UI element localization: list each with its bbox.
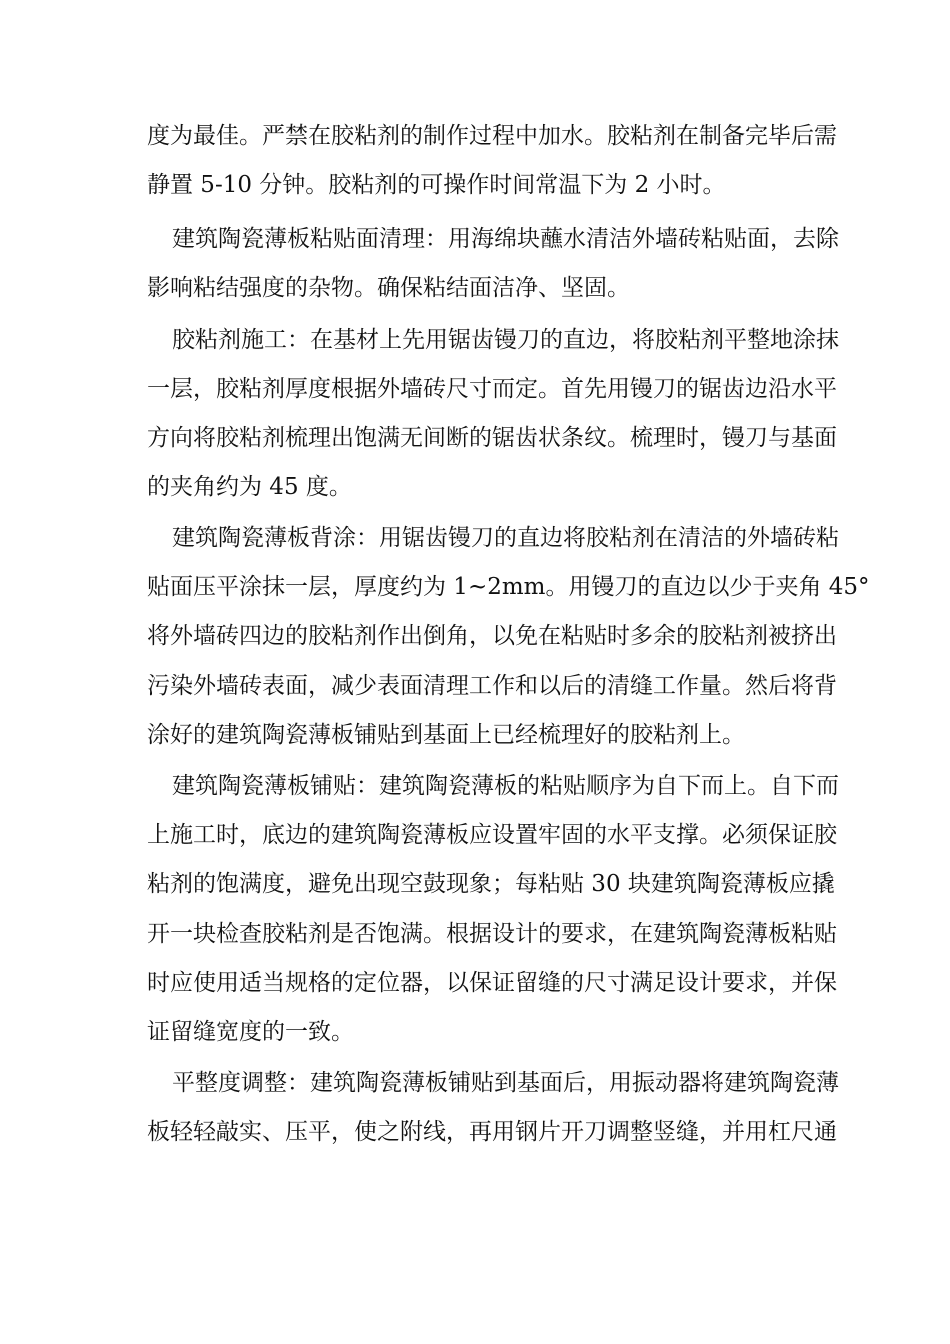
paragraph-first-line: 建筑陶瓷薄板铺贴：建筑陶瓷薄板的粘贴顺序为自下而上。自下而 [172,773,839,799]
paragraph-first-line: 建筑陶瓷薄板背涂：用锯齿镘刀的直边将胶粘剂在清洁的外墙砖粘 [172,525,839,551]
text-line: 方向将胶粘剂梳理出饱满无间断的锯齿状条纹。梳理时，镘刀与基面 [147,425,837,451]
text-line: 一层，胶粘剂厚度根据外墙砖尺寸而定。首先用镘刀的锯齿边沿水平 [147,376,837,402]
paragraph-first-line: 建筑陶瓷薄板粘贴面清理：用海绵块蘸水清洁外墙砖粘贴面，去除 [172,226,839,252]
text-line: 度为最佳。严禁在胶粘剂的制作过程中加水。胶粘剂在制备完毕后需 [147,123,837,149]
text-line: 静置 5-10 分钟。胶粘剂的可操作时间常温下为 2 小时。 [147,172,726,198]
text-line: 时应使用适当规格的定位器，以保证留缝的尺寸满足设计要求，并保 [147,970,837,996]
text-line: 板轻轻敲实、压平，使之附线，再用钢片开刀调整竖缝，并用杠尺通 [147,1119,837,1145]
text-line: 上施工时，底边的建筑陶瓷薄板应设置牢固的水平支撑。必须保证胶 [147,822,837,848]
paragraph-first-line: 胶粘剂施工：在基材上先用锯齿镘刀的直边，将胶粘剂平整地涂抹 [172,327,839,353]
text-line: 的夹角约为 45 度。 [147,474,352,500]
text-line: 开一块检查胶粘剂是否饱满。根据设计的要求，在建筑陶瓷薄板粘贴 [147,921,837,947]
text-line: 污染外墙砖表面，减少表面清理工作和以后的清缝工作量。然后将背 [147,673,837,699]
text-line: 影响粘结强度的杂物。确保粘结面洁净、坚固。 [147,275,630,301]
text-line: 将外墙砖四边的胶粘剂作出倒角，以免在粘贴时多余的胶粘剂被挤出 [147,623,837,649]
text-line: 贴面压平涂抹一层，厚度约为 1~2mm。用镘刀的直边以少于夹角 45° [147,574,870,600]
text-line: 涂好的建筑陶瓷薄板铺贴到基面上已经梳理好的胶粘剂上。 [147,722,745,748]
text-line: 证留缝宽度的一致。 [147,1019,354,1045]
text-line: 粘剂的饱满度，避免出现空鼓现象；每粘贴 30 块建筑陶瓷薄板应撬 [147,871,835,897]
paragraph-first-line: 平整度调整：建筑陶瓷薄板铺贴到基面后，用振动器将建筑陶瓷薄 [172,1070,839,1096]
